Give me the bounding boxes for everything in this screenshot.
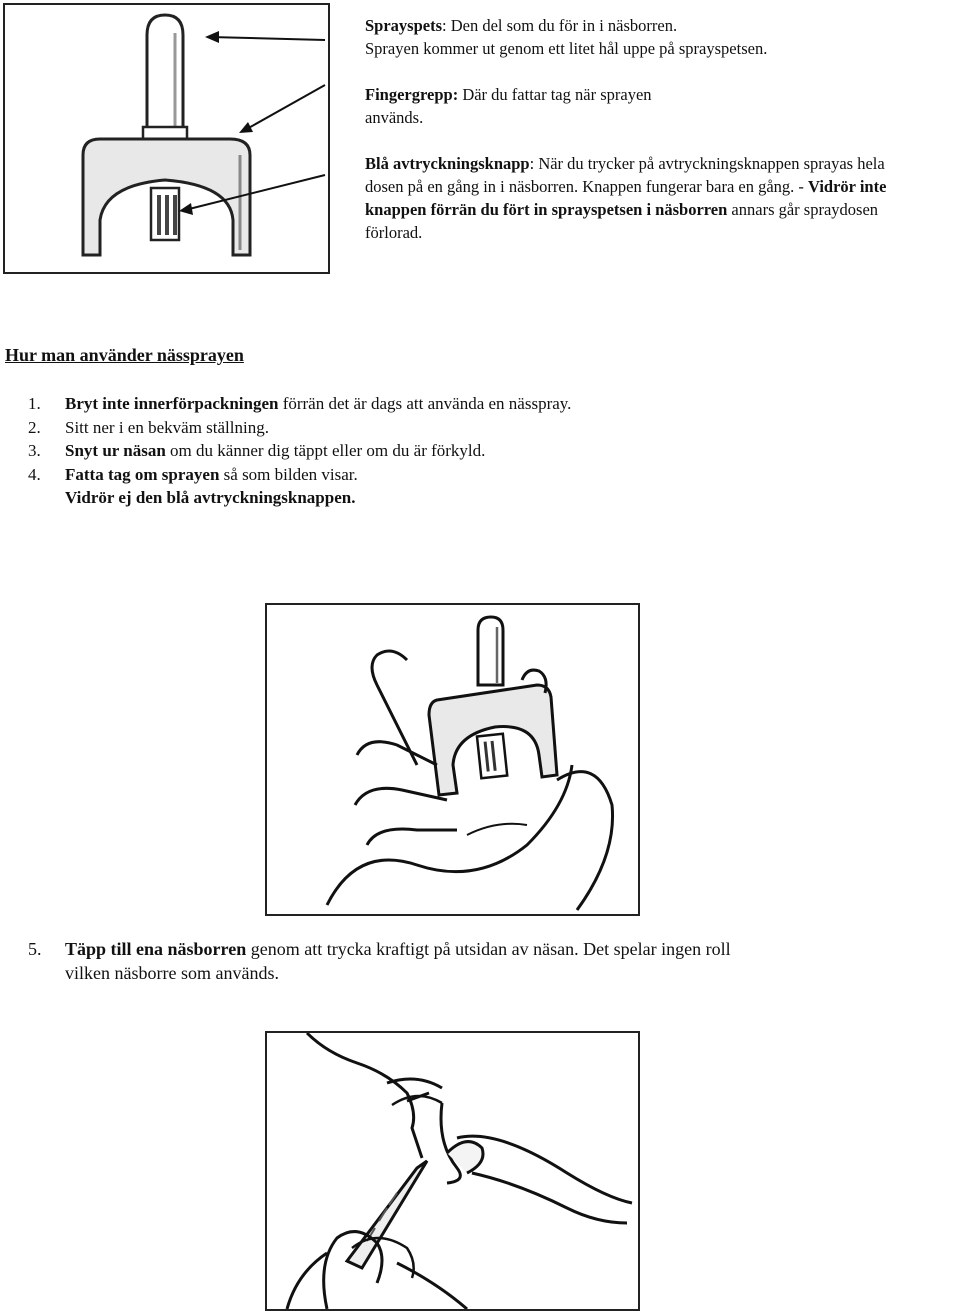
- button-label: Blå avtryckningsknapp: [365, 154, 530, 173]
- nasal-spray-device-illustration: [5, 5, 328, 272]
- grip-text: Där du fattar tag när sprayen: [458, 85, 652, 104]
- button-text-4: förlorad.: [365, 223, 423, 242]
- step-item: [28, 486, 571, 510]
- nostril-illustration: [265, 1031, 640, 1311]
- step-number: 2.: [28, 417, 41, 437]
- step-text: Sitt ner i en bekväm ställning.: [65, 417, 269, 437]
- step-text: så som bilden visar.: [219, 464, 358, 484]
- step-item: [28, 416, 571, 440]
- step-number: 3.: [28, 441, 41, 460]
- button-paragraph: [365, 152, 955, 244]
- button-text-2: dosen på en gång in i näsborren. Knappen fungerar bara en gång. -: [365, 177, 809, 196]
- step-item: [28, 937, 928, 961]
- spraytip-label: Sprayspets: [365, 16, 443, 35]
- step-warning: Vidrör ej den blå avtryckningsknappen.: [65, 488, 356, 507]
- step-text: förrän det är dags att använda en nässpray.: [278, 394, 572, 413]
- step-text: om du känner dig täppt eller om du är förkyld.: [165, 441, 486, 460]
- step-bold: Fatta tag om sprayen: [65, 464, 220, 484]
- spraytip-text-2: Sprayen kommer ut genom ett litet hål uppe på sprayspetsen.: [365, 39, 768, 58]
- step-number: 5.: [28, 939, 42, 959]
- button-text: : När du trycker på avtryckningsknappen sprayas hela: [529, 154, 885, 173]
- button-warning-a: Vidrör inte: [808, 177, 887, 196]
- step-number: 1.: [28, 394, 41, 413]
- step-number: 4.: [28, 464, 41, 484]
- step-text-2: vilken näsborre som används.: [65, 963, 279, 983]
- device-diagram: [3, 3, 330, 274]
- step-number: [28, 486, 65, 510]
- section-heading: Hur man använder nässprayen: [5, 345, 244, 365]
- hand-holding-spray-illustration: [265, 603, 640, 916]
- step-bold: Täpp till ena näsborren: [65, 939, 247, 959]
- parts-description: [365, 14, 955, 244]
- step-bold: Bryt inte innerförpackningen: [65, 394, 279, 413]
- step-item: [28, 463, 571, 487]
- step-item: [28, 392, 571, 416]
- button-text-3: annars går spraydosen: [727, 200, 879, 219]
- steps-list: [28, 392, 571, 510]
- grip-paragraph: [365, 83, 955, 129]
- step-5: [28, 937, 928, 985]
- spraytip-text: : Den del som du för in i näsborren.: [442, 16, 678, 35]
- grip-label: Fingergrepp:: [365, 85, 459, 104]
- step-text: genom att trycka kraftigt på utsidan av näsan. Det spelar ingen roll: [246, 939, 731, 959]
- grip-text-2: används.: [365, 108, 424, 127]
- step-item: [28, 439, 571, 463]
- step-item-continued: [28, 961, 928, 985]
- button-warning-b: knappen förrän du fört in sprayspetsen i näsborren: [365, 200, 728, 219]
- step-bold: Snyt ur näsan: [65, 441, 166, 460]
- spraytip-paragraph: [365, 14, 955, 60]
